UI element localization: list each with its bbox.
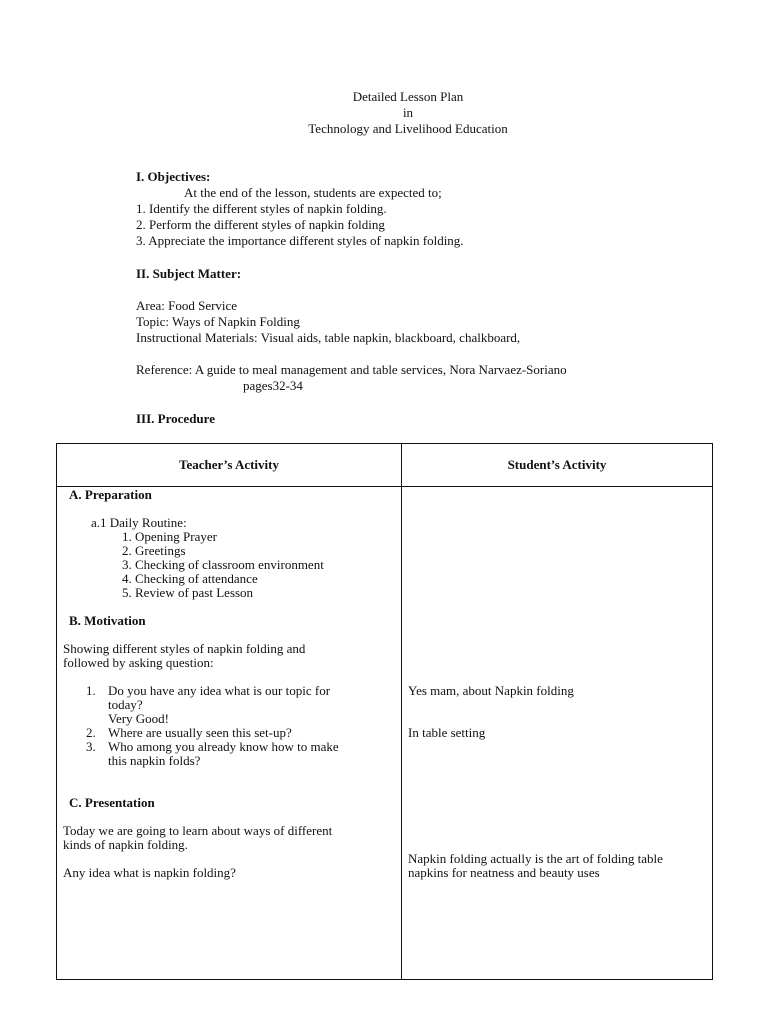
document-title (0, 89, 768, 137)
materials-line: Instructional Materials: Visual aids, table napkin, blackboard, chalkboard, (136, 330, 521, 345)
question-number: 2. (86, 725, 96, 740)
teacher-activity-cell (57, 487, 402, 980)
question-1 (86, 684, 330, 698)
motivation-heading: B. Motivation (69, 613, 146, 628)
objective-item: 3. Appreciate the importance different styles of napkin folding. (136, 233, 464, 248)
objectives-section (136, 169, 464, 249)
procedure-table (56, 443, 713, 980)
student-answer-3: Napkin folding actually is the art of folding table (408, 851, 663, 866)
presentation-text: Today we are going to learn about ways of different (63, 823, 333, 838)
question-3 (86, 740, 339, 754)
question-number: 3. (86, 739, 96, 754)
teacher-feedback: Very Good! (108, 711, 170, 726)
reference-line: Reference: A guide to meal management and table services, Nora Narvaez-Soriano (136, 362, 567, 377)
motivation-text: followed by asking question: (63, 655, 214, 670)
daily-routine-label: a.1 Daily Routine: (91, 515, 187, 530)
student-answer-2: In table setting (408, 725, 486, 740)
presentation-text: kinds of napkin folding. (63, 837, 188, 852)
procedure-heading: III. Procedure (136, 411, 215, 426)
routine-item: 4. Checking of attendance (122, 571, 258, 586)
objective-item: 2. Perform the different styles of napkin folding (136, 217, 385, 232)
presentation-question: Any idea what is napkin folding? (63, 865, 236, 880)
question-text: today? (108, 697, 143, 712)
presentation-heading: C. Presentation (69, 795, 155, 810)
question-text: this napkin folds? (108, 753, 201, 768)
area-line: Area: Food Service (136, 298, 238, 313)
title-line-3: Technology and Livelihood Education (308, 121, 508, 136)
question-2 (86, 726, 292, 740)
question-text: Where are usually seen this set-up? (108, 725, 292, 740)
topic-line: Topic: Ways of Napkin Folding (136, 314, 300, 329)
routine-item: 5. Review of past Lesson (122, 585, 254, 600)
table-body-row (57, 487, 713, 980)
student-activity-cell (402, 487, 713, 980)
question-number: 1. (86, 683, 96, 698)
motivation-text: Showing different styles of napkin folding and (63, 641, 306, 656)
routine-item: 2. Greetings (122, 543, 186, 558)
title-line-1: Detailed Lesson Plan (352, 89, 464, 104)
objectives-heading: I. Objectives: (136, 169, 211, 184)
objectives-intro: At the end of the lesson, students are expected to; (184, 185, 442, 200)
student-activity-header: Student’s Activity (402, 444, 713, 487)
question-text: Do you have any idea what is our topic for (108, 683, 331, 698)
student-answer-3-cont: napkins for neatness and beauty uses (408, 865, 600, 880)
preparation-heading: A. Preparation (69, 487, 152, 502)
subject-matter-heading: II. Subject Matter: (136, 266, 242, 281)
table-header-row (57, 444, 713, 487)
teacher-activity-header: Teacher’s Activity (57, 444, 402, 487)
subject-matter-details (136, 298, 520, 346)
routine-item: 1. Opening Prayer (122, 529, 217, 544)
reference-block (136, 362, 567, 394)
student-answer-1: Yes mam, about Napkin folding (408, 683, 574, 698)
reference-pages: pages32-34 (243, 378, 303, 393)
objective-item: 1. Identify the different styles of napkin folding. (136, 201, 387, 216)
question-text: Who among you already know how to make (108, 739, 339, 754)
routine-item: 3. Checking of classroom environment (122, 557, 324, 572)
title-line-2: in (402, 105, 414, 120)
